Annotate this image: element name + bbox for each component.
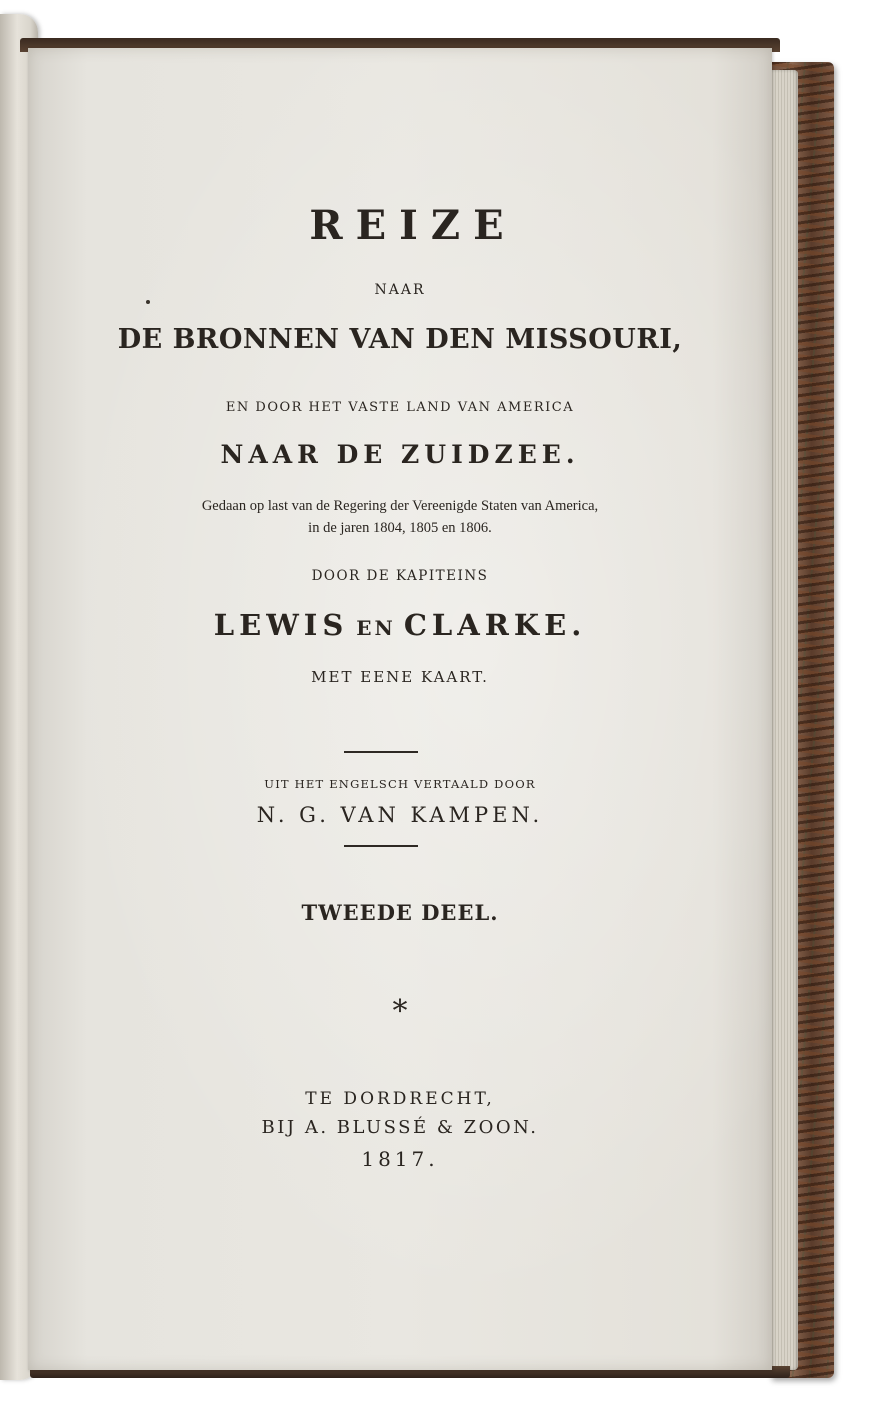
route-line: EN DOOR HET VASTE LAND VAN AMERICA [225,400,575,415]
author-lewis: LEWIS [213,608,349,642]
destination-line: NAAR DE ZUIDZEE. [220,440,580,469]
commission-line-2: in de jaren 1804, 1805 en 1806. [308,520,492,536]
subject-line: DE BRONNEN VAN DEN MISSOURI, [117,324,683,355]
commission-line-1: Gedaan op last van de Regering der Vereenigde Staten van America, [201,498,599,514]
divider-rule-top [344,751,418,753]
volume-line: TWEEDE DEEL. [301,900,499,925]
author-clarke: CLARKE. [403,608,587,642]
naar-line: NAAR [374,282,426,298]
ink-speck [146,300,150,304]
divider-rule-bottom [344,845,418,847]
authors-line [28,608,772,642]
title-page [28,48,772,1370]
asterisk-ornament-icon: * [392,994,408,1029]
imprint-year: 1817. [361,1147,439,1171]
imprint-publisher: BIJ A. BLUSSÉ & ZOON. [261,1117,539,1138]
map-note: MET EENE KAART. [311,668,489,686]
captains-line: DOOR DE KAPITEINS [311,568,489,584]
translator-name: N. G. VAN KAMPEN. [256,803,544,827]
main-title: REIZE [309,202,517,249]
translated-by-line: UIT HET ENGELSCH VERTAALD DOOR [264,777,536,791]
author-conjunction: EN [356,616,396,640]
imprint-place: TE DORDRECHT, [305,1089,495,1109]
